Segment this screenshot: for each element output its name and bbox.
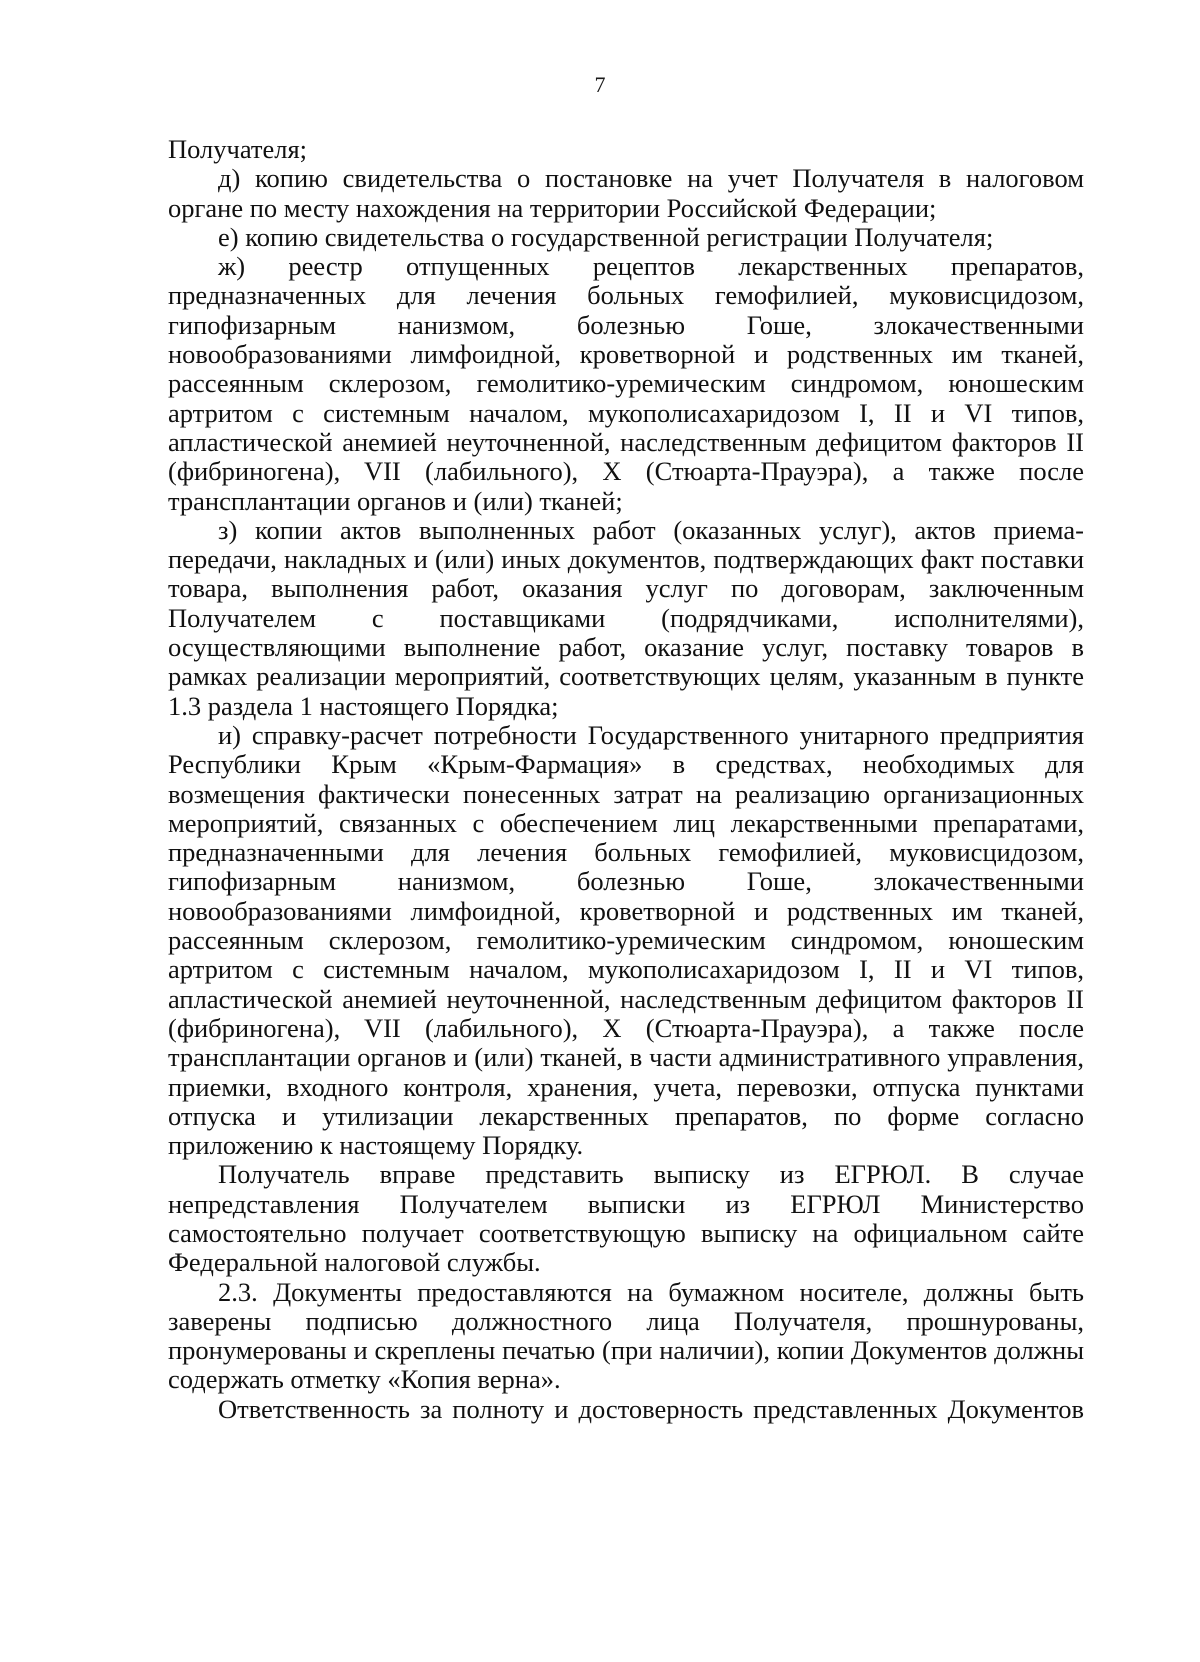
- paragraph-egrul: Получатель вправе представить выписку из ЕГРЮЛ. В случае непредставления Получателем выписки из ЕГРЮЛ Министерство самостоятельно получает соответствующую выписку на официальном сайте Федеральной налоговой службы.: [168, 1159, 1084, 1278]
- paragraph-responsibility: Ответственность за полноту и достоверность представленных Документов: [218, 1393, 1084, 1424]
- paragraph-item-d: д) копию свидетельства о постановке на учет Получателя в налоговом органе по месту нахождения на территории Российской Федерации;: [168, 163, 1084, 223]
- document-body: [168, 135, 1084, 1424]
- paragraph-continuation: Получателя;: [168, 134, 308, 164]
- paragraph-2-3: 2.3. Документы предоставляются на бумажном носителе, должны быть заверены подписью должностного лица Получателя, прошнурованы, пронумерованы и скреплены печатью (при наличии), копии Документов должны содержать отметку «Копия верна».: [168, 1276, 1084, 1395]
- paragraph-item-i: и) справку-расчет потребности Государственного унитарного предприятия Республики Крым «Крым-Фармация» в средствах, необходимых для возмещения фактически понесенных затрат на реализацию организационных мероприятий, связанных с обеспечением лиц лекарственными препаратами, предназначенными для лечения больных гемофилией, муковисцидозом, гипофизарным нанизмом, болезнью Гоше, злокачественными новообразованиями лимфоидной, кроветворной и родственных им тканей, рассеянным склерозом, гемолитико-уремическим синдромом, юношеским артритом с системным началом, мукополисахаридозом I, II и VI типов, апластической анемией неуточненной, наследственным дефицитом факторов II (фибриногена), VII (лабильного), X (Стюарта-Прауэра), а также после трансплантации органов и (или) тканей, в части административного управления, приемки, входного контроля, хранения, учета, перевозки, отпуска пунктами отпуска и утилизации лекарственных препаратов, по форме согласно приложению к настоящему Порядку.: [168, 719, 1084, 1161]
- page-number: 7: [594, 72, 606, 97]
- paragraph-item-z: з) копии актов выполненных работ (оказанных услуг), актов приема-передачи, накладных и (или) иных документов, подтверждающих факт поставки товара, выполнения работ, оказания услуг по договорам, заключенным Получателем с поставщиками (подрядчиками, исполнителями), осуществляющими выполнение работ, оказание услуг, поставку товаров в рамках реализации мероприятий, соответствующих целям, указанным в пункте 1.3 раздела 1 настоящего Порядка;: [168, 514, 1084, 721]
- paragraph-item-zh: ж) реестр отпущенных рецептов лекарственных препаратов, предназначенных для лечения больных гемофилией, муковисцидозом, гипофизарным нанизмом, болезнью Гоше, злокачественными новообразованиями лимфоидной, кроветворной и родственных им тканей, рассеянным склерозом, гемолитико-уремическим синдромом, юношеским артритом с системным началом, мукополисахаридозом I, II и VI типов, апластической анемией неуточненной, наследственным дефицитом факторов II (фибриногена), VII (лабильного), X (Стюарта-Прауэра), а также после трансплантации органов и (или) тканей;: [168, 251, 1084, 516]
- paragraph-item-e: е) копию свидетельства о государственной регистрации Получателя;: [218, 221, 994, 252]
